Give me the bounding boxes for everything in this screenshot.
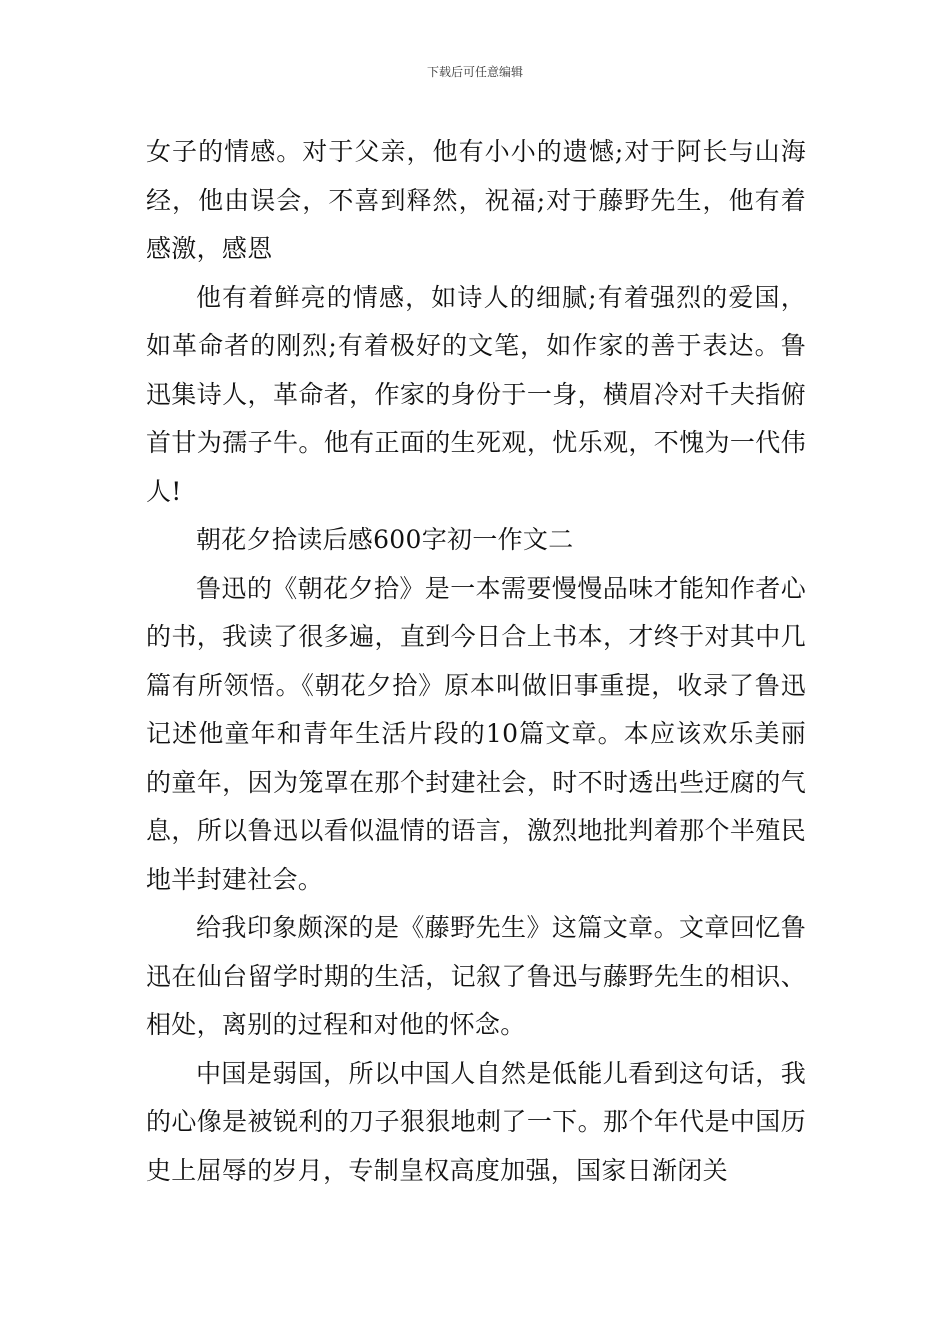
paragraph-5: 中国是弱国，所以中国人自然是低能儿看到这句话，我的心像是被锐利的刀子狠狠地刺了一下。那个年代是中国历史上屈辱的岁月，专制皇权高度加强，国家日渐闭关 bbox=[146, 1058, 806, 1185]
paragraph-4: 给我印象颇深的是《藤野先生》这篇文章。文章回忆鲁迅在仙台留学时期的生活，记叙了鲁迅与藤野先生的相识、相处，离别的过程和对他的怀念。 bbox=[146, 913, 806, 1039]
document-body bbox=[146, 128, 806, 1195]
section-title: 朝花夕拾读后感600字初一作文二 bbox=[196, 525, 574, 554]
page-header: 下载后可任意编辑 bbox=[426, 65, 523, 79]
paragraph-3: 鲁迅的《朝花夕拾》是一本需要慢慢品味才能知作者心的书，我读了很多遍，直到今日合上书本，才终于对其中几篇有所领悟。《朝花夕拾》原本叫做旧事重提，收录了鲁迅记述他童年和青年生活片段的10篇文章。本应该欢乐美丽的童年，因为笼罩在那个封建社会，时不时透出些迂腐的气息，所以鲁迅以看似温情的语言，激烈地批判着那个半殖民地半封建社会。 bbox=[146, 573, 806, 894]
paragraph-2: 他有着鲜亮的情感，如诗人的细腻;有着强烈的爱国，如革命者的刚烈;有着极好的文笔，如作家的善于表达。鲁迅集诗人，革命者，作家的身份于一身，横眉冷对千夫指俯首甘为孺子牛。他有正面的生死观，忧乐观，不愧为一代伟人! bbox=[146, 282, 806, 506]
paragraph-1: 女子的情感。对于父亲，他有小小的遗憾;对于阿长与山海经，他由误会，不喜到释然，祝福;对于藤野先生，他有着感激，感恩 bbox=[146, 137, 806, 263]
